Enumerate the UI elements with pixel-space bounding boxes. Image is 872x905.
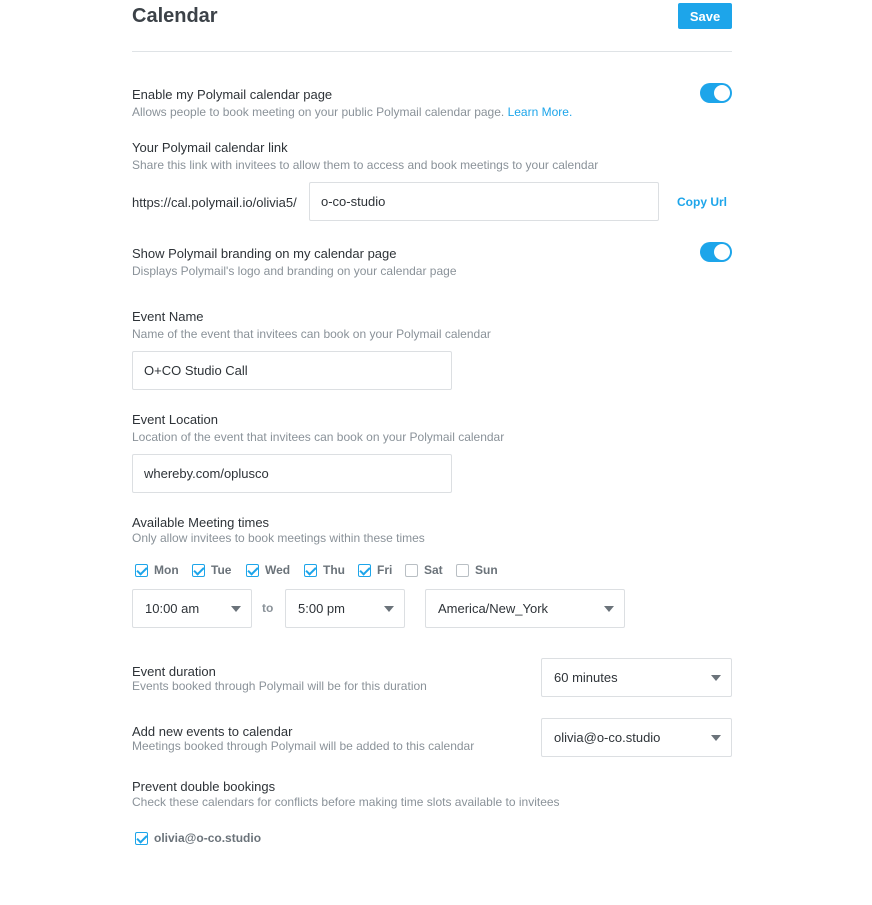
meeting-times-label: Available Meeting times xyxy=(132,515,270,530)
day-checkbox-fri[interactable] xyxy=(358,562,392,578)
chevron-down-icon xyxy=(384,606,394,612)
header-divider xyxy=(132,51,732,52)
day-label: Mon xyxy=(154,563,179,577)
checkbox[interactable] xyxy=(456,564,469,577)
chevron-down-icon xyxy=(604,606,614,612)
checkbox[interactable] xyxy=(304,564,317,577)
save-button[interactable]: Save xyxy=(678,3,732,29)
chevron-down-icon xyxy=(711,675,721,681)
day-label: Sun xyxy=(475,563,498,577)
event-duration-label: Event duration xyxy=(132,664,216,679)
calendar-link-label: Your Polymail calendar link xyxy=(132,140,288,155)
event-duration-description: Events booked through Polymail will be for this duration xyxy=(132,679,427,693)
checkbox[interactable] xyxy=(135,564,148,577)
double-bookings-label: Prevent double bookings xyxy=(132,779,276,794)
day-checkbox-sat[interactable] xyxy=(405,562,443,578)
event-name-label: Event Name xyxy=(132,309,204,324)
enable-calendar-label: Enable my Polymail calendar page xyxy=(132,87,333,102)
branding-toggle[interactable] xyxy=(700,242,732,262)
learn-more-link[interactable]: Learn More. xyxy=(507,105,573,119)
day-checkbox-thu[interactable] xyxy=(304,562,345,578)
event-name-description: Name of the event that invitees can book on your Polymail calendar xyxy=(132,327,491,341)
end-time-select[interactable] xyxy=(285,589,405,628)
calendar-link-description: Share this link with invitees to allow them to access and book meetings to your calendar xyxy=(132,158,599,172)
day-checkbox-wed[interactable] xyxy=(246,562,290,578)
target-calendar-value: olivia@o-co.studio xyxy=(554,730,661,745)
timezone-select[interactable] xyxy=(425,589,625,628)
day-label: Thu xyxy=(323,563,345,577)
checkbox[interactable] xyxy=(192,564,205,577)
day-checkbox-sun[interactable] xyxy=(456,562,498,578)
calendar-link-prefix: https://cal.polymail.io/olivia5/ xyxy=(132,195,297,210)
conflict-calendar-checkbox[interactable] xyxy=(135,831,261,845)
day-label: Fri xyxy=(377,563,393,577)
event-location-input[interactable] xyxy=(132,454,452,493)
meeting-times-description: Only allow invitees to book meetings within these times xyxy=(132,531,425,545)
start-time-value: 10:00 am xyxy=(145,601,200,616)
conflict-calendar-label: olivia@o-co.studio xyxy=(154,831,262,845)
day-label: Sat xyxy=(424,563,443,577)
checkbox[interactable] xyxy=(358,564,371,577)
day-label: Wed xyxy=(265,563,291,577)
enable-calendar-description xyxy=(132,105,572,119)
add-events-description: Meetings booked through Polymail will be added to this calendar xyxy=(132,739,475,753)
toggle-knob xyxy=(714,244,730,260)
timezone-value: America/New_York xyxy=(438,601,549,616)
day-checkbox-mon[interactable] xyxy=(135,562,179,578)
toggle-knob xyxy=(714,85,730,101)
event-location-label: Event Location xyxy=(132,412,219,427)
end-time-value: 5:00 pm xyxy=(298,601,345,616)
day-label: Tue xyxy=(211,563,232,577)
to-label: to xyxy=(262,601,274,615)
event-name-input[interactable] xyxy=(132,351,452,390)
double-bookings-description: Check these calendars for conflicts before making time slots available to invitees xyxy=(132,795,560,809)
event-location-description: Location of the event that invitees can book on your Polymail calendar xyxy=(132,430,505,444)
copy-url-button[interactable]: Copy Url xyxy=(677,195,728,209)
add-events-label: Add new events to calendar xyxy=(132,724,293,739)
event-duration-select[interactable] xyxy=(541,658,732,697)
checkbox[interactable] xyxy=(405,564,418,577)
page-title: Calendar xyxy=(132,5,218,27)
checkbox[interactable] xyxy=(135,832,148,845)
target-calendar-select[interactable] xyxy=(541,718,732,757)
branding-label: Show Polymail branding on my calendar page xyxy=(132,246,397,261)
checkbox[interactable] xyxy=(246,564,259,577)
day-checkbox-tue[interactable] xyxy=(192,562,231,578)
enable-calendar-description-text: Allows people to book meeting on your public Polymail calendar page. xyxy=(132,105,505,119)
calendar-slug-input[interactable] xyxy=(309,182,659,221)
chevron-down-icon xyxy=(231,606,241,612)
enable-calendar-toggle[interactable] xyxy=(700,83,732,103)
chevron-down-icon xyxy=(711,735,721,741)
start-time-select[interactable] xyxy=(132,589,252,628)
event-duration-value: 60 minutes xyxy=(554,670,618,685)
branding-description: Displays Polymail's logo and branding on your calendar page xyxy=(132,264,457,278)
